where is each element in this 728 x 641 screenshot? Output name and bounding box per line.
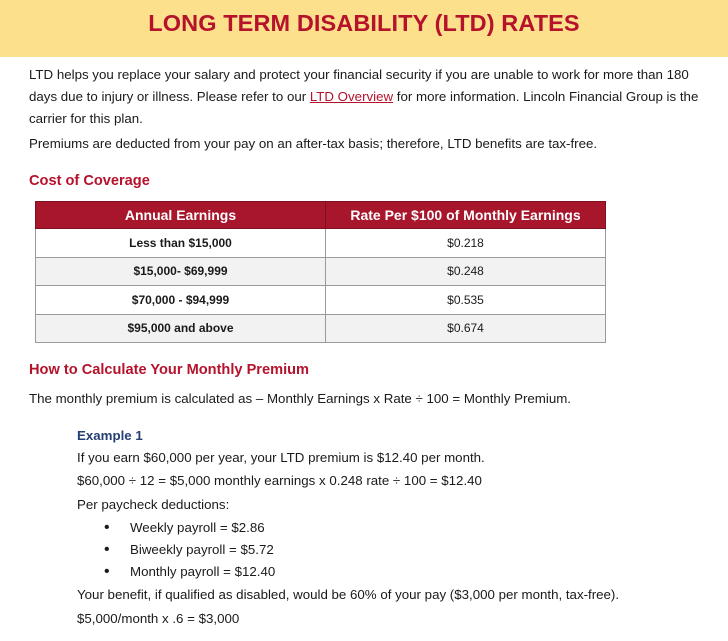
intro-text-end: for more information. Lincoln Financial Group is the carrier for this plan. bbox=[29, 89, 699, 126]
example-line-earnings: If you earn $60,000 per year, your LTD premium is $12.40 per month. bbox=[77, 450, 485, 465]
rate-cell: $0.535 bbox=[326, 286, 606, 315]
bullet-icon: • bbox=[104, 563, 110, 580]
table-row bbox=[36, 286, 606, 315]
rate-cell: $0.674 bbox=[326, 314, 606, 343]
rate-header: Rate Per $100 of Monthly Earnings bbox=[326, 202, 606, 229]
page-title: LONG TERM DISABILITY (LTD) RATES bbox=[148, 10, 580, 36]
table-row bbox=[36, 314, 606, 343]
rates-table-header-row bbox=[36, 202, 606, 229]
example-line-benefit: Your benefit, if qualified as disabled, would be 60% of your pay ($3,000 per month, tax-free). bbox=[77, 587, 620, 602]
example-line-calculation: $60,000 ÷ 12 = $5,000 monthly earnings x 0.248 rate ÷ 100 = $12.40 bbox=[77, 473, 482, 488]
example-line-benefit-calc: $5,000/month x .6 = $3,000 bbox=[77, 611, 240, 626]
list-item bbox=[104, 539, 717, 561]
example-title: Example 1 bbox=[77, 428, 143, 443]
premium-note: Premiums are deducted from your pay on an after-tax basis; therefore, LTD benefits are tax-free. bbox=[29, 136, 598, 151]
earnings-cell: Less than $15,000 bbox=[36, 229, 326, 258]
earnings-cell: $15,000- $69,999 bbox=[36, 257, 326, 286]
list-item-text: Biweekly payroll = $5.72 bbox=[130, 542, 274, 557]
list-item bbox=[104, 517, 717, 539]
example-block bbox=[77, 425, 717, 631]
deduction-list bbox=[104, 517, 717, 583]
ltd-overview-link[interactable]: LTD Overview bbox=[309, 89, 394, 104]
bullet-icon: • bbox=[104, 541, 110, 558]
rate-cell: $0.248 bbox=[326, 257, 606, 286]
intro-text-start: LTD helps you replace your salary and protect your financial security if you are unable to work for more than 180 days due to injury or illness. Please refer to our bbox=[29, 67, 689, 104]
intro-paragraph bbox=[29, 64, 713, 130]
list-item bbox=[104, 561, 717, 583]
list-item-text: Weekly payroll = $2.86 bbox=[130, 520, 265, 535]
premium-formula: The monthly premium is calculated as – Monthly Earnings x Rate ÷ 100 = Monthly Premium. bbox=[29, 391, 571, 406]
earnings-cell: $70,000 - $94,999 bbox=[36, 286, 326, 315]
table-row bbox=[36, 257, 606, 286]
cost-of-coverage-heading: Cost of Coverage bbox=[29, 173, 150, 189]
calculate-premium-heading: How to Calculate Your Monthly Premium bbox=[29, 362, 310, 378]
annual-earnings-header: Annual Earnings bbox=[36, 202, 326, 229]
bullet-icon: • bbox=[104, 519, 110, 536]
rate-cell: $0.218 bbox=[326, 229, 606, 258]
table-row bbox=[36, 229, 606, 258]
earnings-cell: $95,000 and above bbox=[36, 314, 326, 343]
rates-table bbox=[35, 201, 606, 343]
example-line-deductions: Per paycheck deductions: bbox=[77, 497, 230, 512]
title-banner bbox=[0, 0, 728, 57]
list-item-text: Monthly payroll = $12.40 bbox=[130, 564, 276, 579]
